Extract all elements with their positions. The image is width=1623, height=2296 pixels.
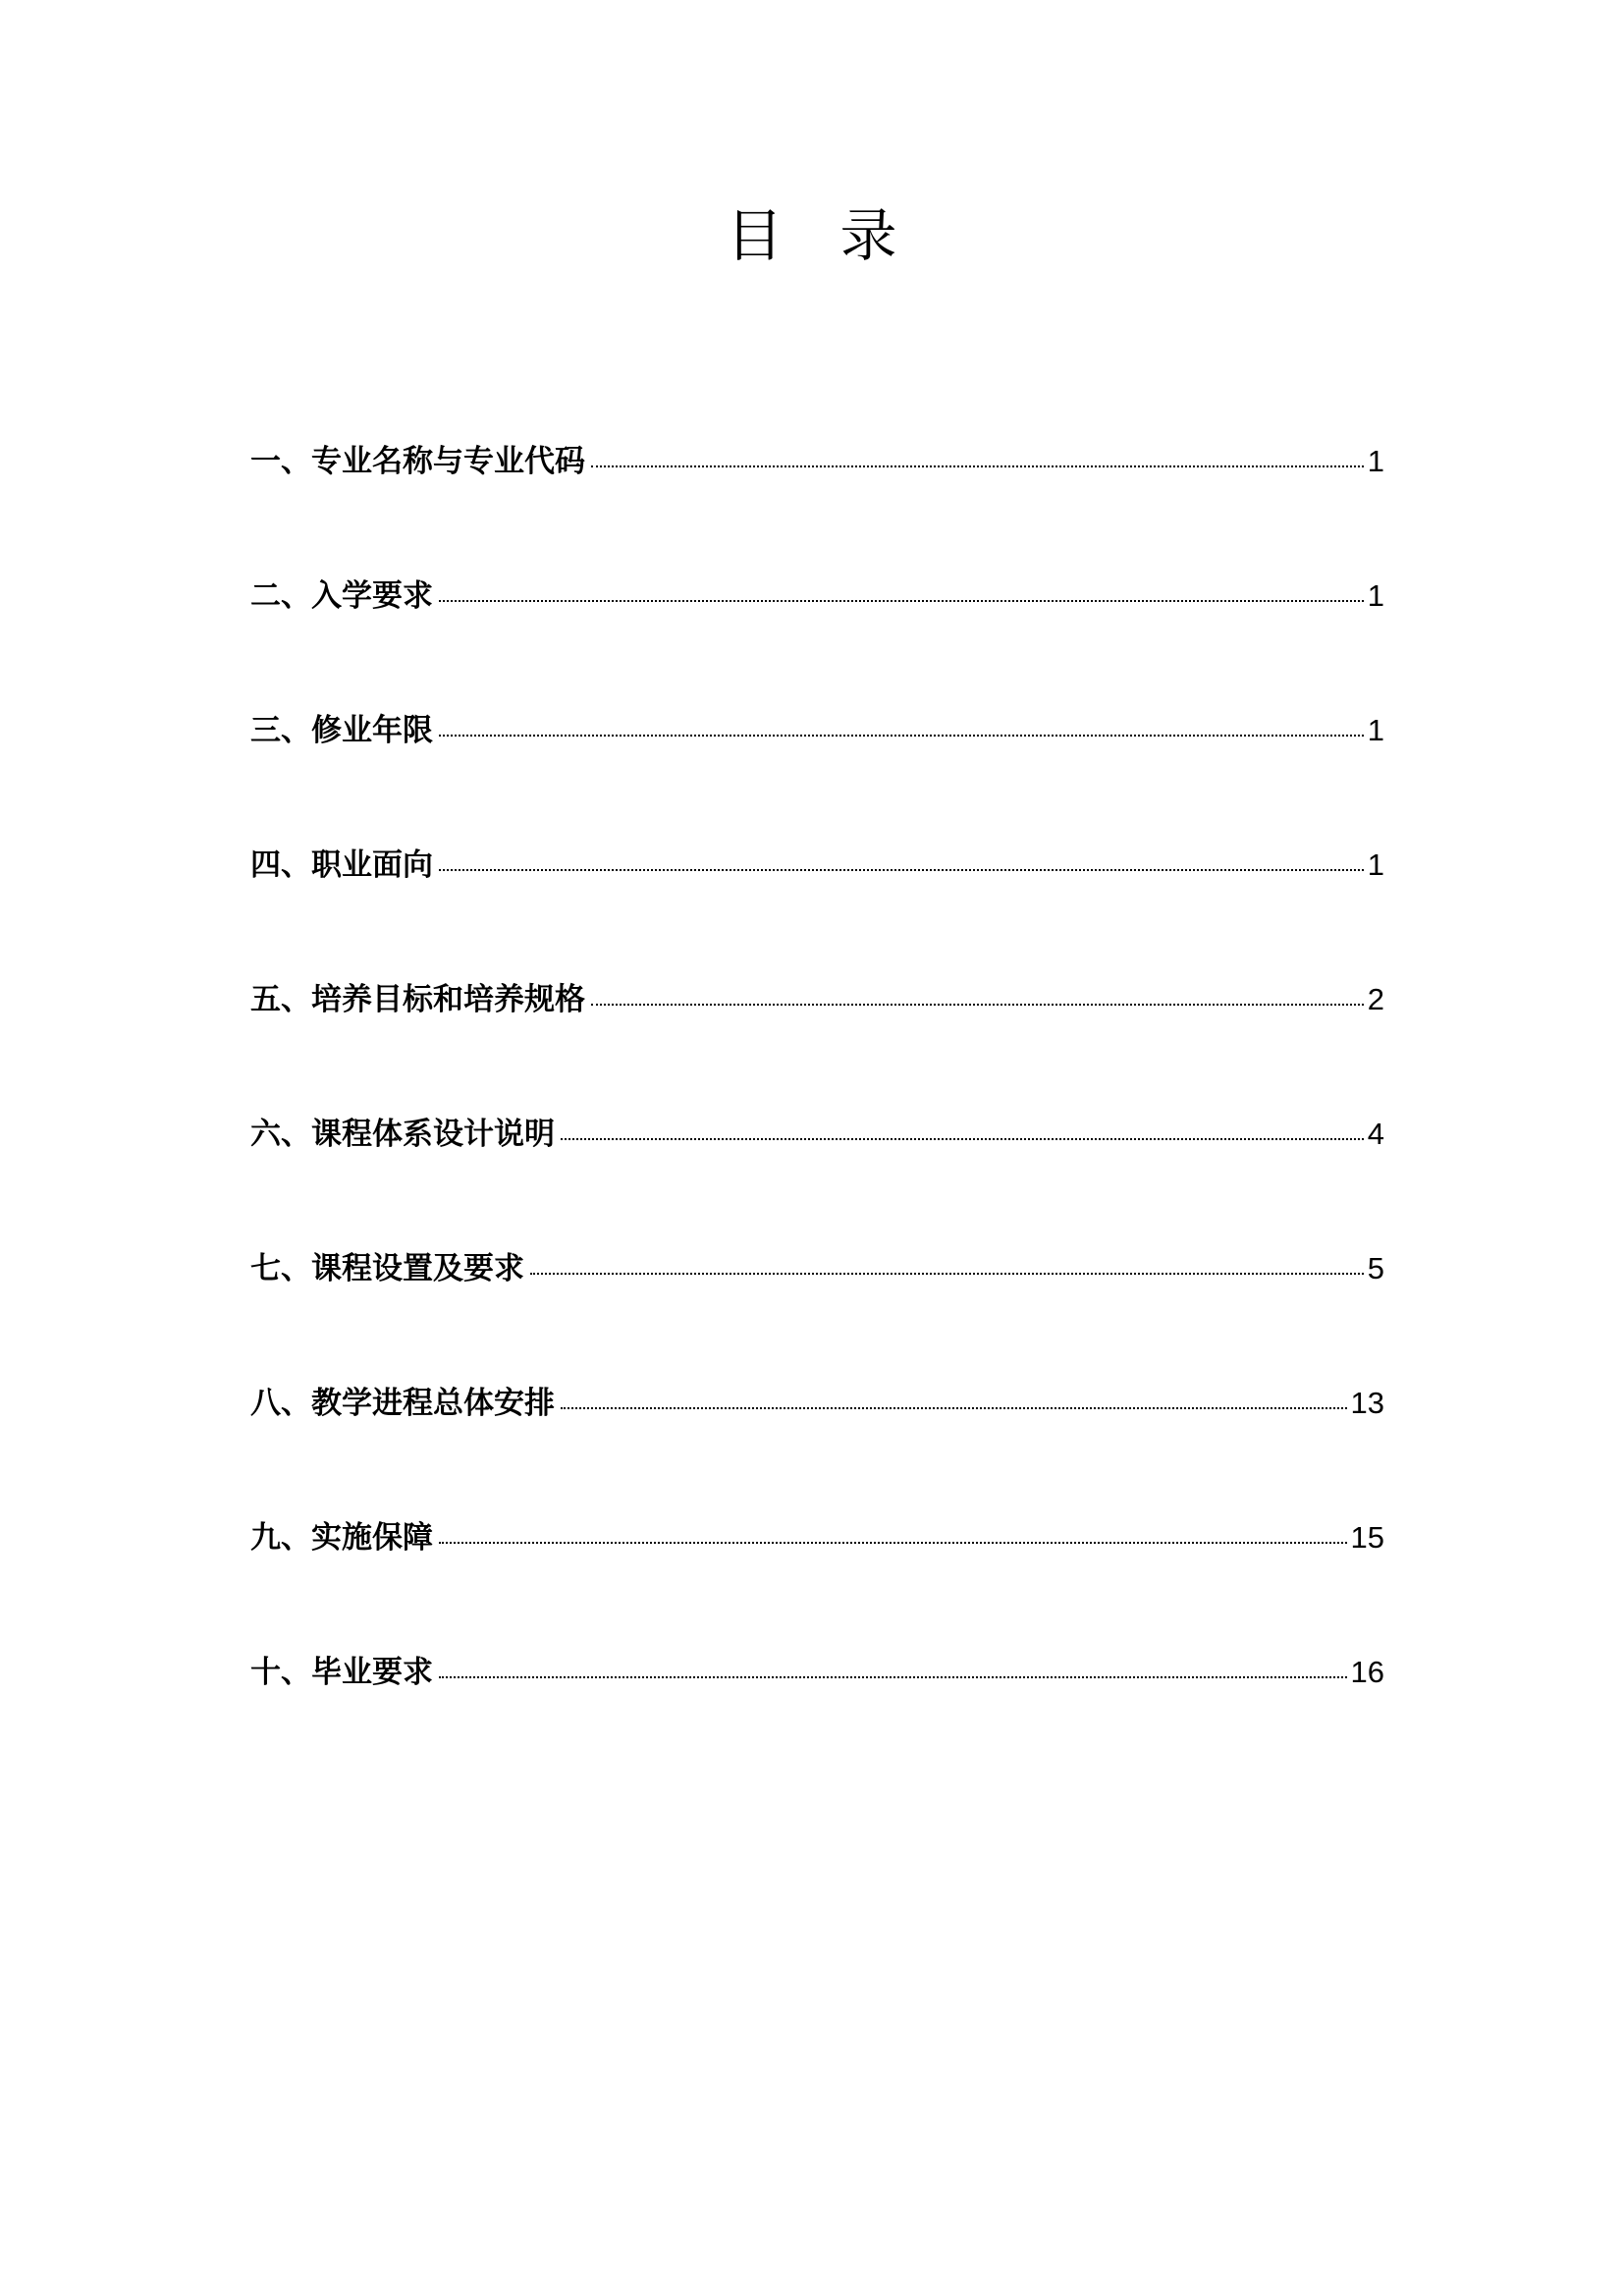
toc-leader-dots	[530, 1272, 1364, 1275]
toc-entry-label: 三、修业年限	[250, 713, 433, 748]
title-char-1: 目	[726, 202, 784, 269]
toc-entry-page-number: 1	[1367, 713, 1384, 747]
toc-entry-label: 七、课程设置及要求	[250, 1251, 524, 1286]
toc-entry-3[interactable]	[250, 709, 1384, 844]
table-of-contents	[250, 440, 1384, 1785]
toc-leader-dots	[439, 734, 1364, 737]
toc-leader-dots	[439, 599, 1364, 602]
toc-entry-6[interactable]	[250, 1113, 1384, 1247]
toc-entry-page-number: 2	[1367, 982, 1384, 1016]
toc-entry-4[interactable]	[250, 844, 1384, 978]
toc-entry-2[interactable]	[250, 574, 1384, 709]
toc-entry-page-number: 5	[1367, 1251, 1384, 1285]
toc-leader-dots	[591, 1003, 1364, 1006]
toc-entry-label: 八、教学进程总体安排	[250, 1386, 555, 1421]
toc-entry-label: 一、专业名称与专业代码	[250, 444, 585, 479]
toc-entry-1[interactable]	[250, 440, 1384, 574]
toc-entry-page-number: 1	[1367, 578, 1384, 613]
toc-entry-label: 六、课程体系设计说明	[250, 1117, 555, 1152]
page-title	[0, 201, 1623, 270]
toc-entry-page-number: 1	[1367, 847, 1384, 882]
toc-entry-7[interactable]	[250, 1247, 1384, 1382]
toc-entry-label: 五、培养目标和培养规格	[250, 982, 585, 1017]
toc-entry-page-number: 4	[1367, 1117, 1384, 1151]
toc-entry-page-number: 15	[1350, 1520, 1384, 1555]
toc-leader-dots	[439, 1541, 1347, 1544]
toc-entry-label: 二、入学要求	[250, 578, 433, 614]
toc-entry-10[interactable]	[250, 1651, 1384, 1785]
toc-entry-9[interactable]	[250, 1516, 1384, 1651]
toc-entry-label: 十、毕业要求	[250, 1655, 433, 1690]
toc-leader-dots	[439, 868, 1364, 871]
toc-leader-dots	[561, 1406, 1347, 1409]
toc-entry-page-number: 16	[1350, 1655, 1384, 1689]
toc-leader-dots	[439, 1675, 1347, 1678]
toc-entry-page-number: 1	[1367, 444, 1384, 478]
title-char-2: 录	[839, 202, 897, 269]
toc-entry-page-number: 13	[1350, 1386, 1384, 1420]
toc-entry-label: 九、实施保障	[250, 1520, 433, 1556]
toc-entry-8[interactable]	[250, 1382, 1384, 1516]
toc-leader-dots	[591, 465, 1364, 467]
toc-entry-5[interactable]	[250, 978, 1384, 1113]
toc-leader-dots	[561, 1137, 1364, 1140]
toc-entry-label: 四、职业面向	[250, 847, 433, 883]
